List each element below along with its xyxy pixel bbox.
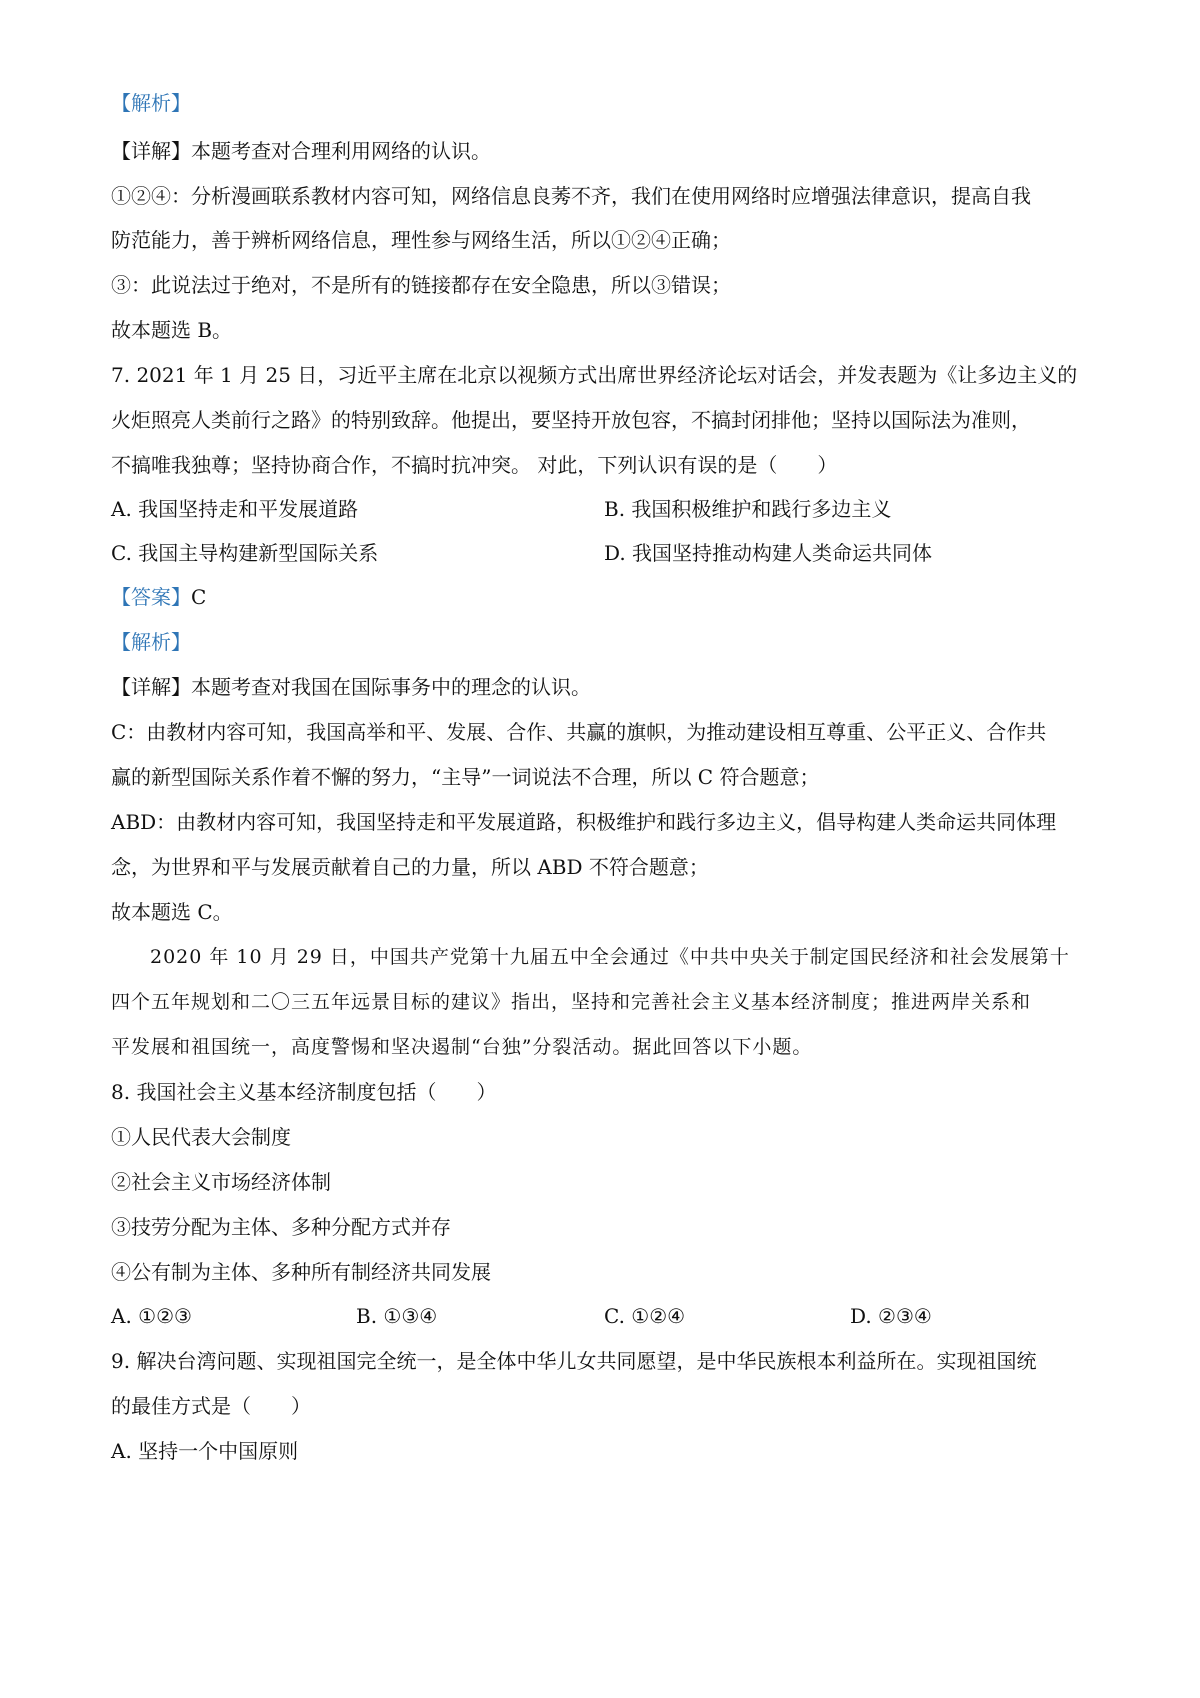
option-a: A. ①②③ <box>111 1304 192 1328</box>
explanation-line: C：由教材内容可知，我国高举和平、发展、合作、共赢的旗帜，为推动建设相互尊重、公平正义、合作共 <box>111 720 1047 744</box>
question-stem: 8. 我国社会主义基本经济制度包括（ ） <box>111 1080 497 1104</box>
option-c: C. ①②④ <box>604 1304 686 1328</box>
option-d: D. ②③④ <box>850 1304 932 1328</box>
explanation-line: ①②④：分析漫画联系教材内容可知，网络信息良莠不齐，我们在使用网络时应增强法律意识，提高自我 <box>111 184 1031 208</box>
passage-line: 平发展和祖国统一，高度警惕和坚决遏制“台独”分裂活动。据此回答以下小题。 <box>111 1036 813 1058</box>
option-b: B. ①③④ <box>356 1304 438 1328</box>
question-stem: 火炬照亮人类前行之路》的特别致辞。他提出，要坚持开放包容，不搞封闭排他；坚持以国际法为准则， <box>111 408 1031 432</box>
detail-text: 【详解】本题考查对合理利用网络的认识。 <box>111 139 491 163</box>
conclusion-text: 故本题选 B。 <box>111 318 233 342</box>
explanation-line: ③：此说法过于绝对，不是所有的链接都存在安全隐患，所以③错误； <box>111 273 731 297</box>
option-a: A. 坚持一个中国原则 <box>111 1439 299 1463</box>
explanation-line: 防范能力，善于辨析网络信息，理性参与网络生活，所以①②④正确； <box>111 228 731 252</box>
list-item: ①人民代表大会制度 <box>111 1125 291 1149</box>
analysis-label: 【解析】 <box>111 91 191 115</box>
explanation-line: 念，为世界和平与发展贡献着自己的力量，所以 ABD 不符合题意； <box>111 855 709 879</box>
list-item: ②社会主义市场经济体制 <box>111 1170 331 1194</box>
passage-line: 四个五年规划和二〇三五年远景目标的建议》指出，坚持和完善社会主义基本经济制度；推进两岸关系和 <box>111 991 1032 1013</box>
question-stem: 不搞唯我独尊；坚持协商合作，不搞时抗冲突。 对此，下列认识有误的是（ ） <box>111 453 838 477</box>
list-item: ③技劳分配为主体、多种分配方式并存 <box>111 1215 451 1239</box>
passage-line: 2020 年 10 月 29 日，中国共产党第十九届五中全会通过《中共中央关于制定国民经济和社会发展第十 <box>150 946 1070 968</box>
answer-row <box>111 582 1101 612</box>
list-item: ④公有制为主体、多种所有制经济共同发展 <box>111 1260 491 1284</box>
option-c: C. 我国主导构建新型国际关系 <box>111 541 379 565</box>
answer-value: C <box>191 585 207 609</box>
option-a: A. 我国坚持走和平发展道路 <box>111 497 359 521</box>
conclusion-text: 故本题选 C。 <box>111 900 233 924</box>
question-stem: 9. 解决台湾问题、实现祖国完全统一，是全体中华儿女共同愿望，是中华民族根本利益所在。实现祖国统 <box>111 1349 1037 1373</box>
option-d: D. 我国坚持推动构建人类命运共同体 <box>604 541 933 565</box>
option-b: B. 我国积极维护和践行多边主义 <box>604 497 892 521</box>
question-stem: 的最佳方式是（ ） <box>111 1394 311 1418</box>
answer-label: 【答案】 <box>111 585 191 609</box>
question-stem: 7. 2021 年 1 月 25 日，习近平主席在北京以视频方式出席世界经济论坛对话会，并发表题为《让多边主义的 <box>111 363 1078 387</box>
explanation-line: ABD：由教材内容可知，我国坚持走和平发展道路，积极维护和践行多边主义，倡导构建人类命运共同体理 <box>111 810 1057 834</box>
explanation-line: 赢的新型国际关系作着不懈的努力，“主导”一词说法不合理，所以 C 符合题意； <box>111 765 820 789</box>
analysis-label: 【解析】 <box>111 630 191 654</box>
detail-text: 【详解】本题考查对我国在国际事务中的理念的认识。 <box>111 675 591 699</box>
